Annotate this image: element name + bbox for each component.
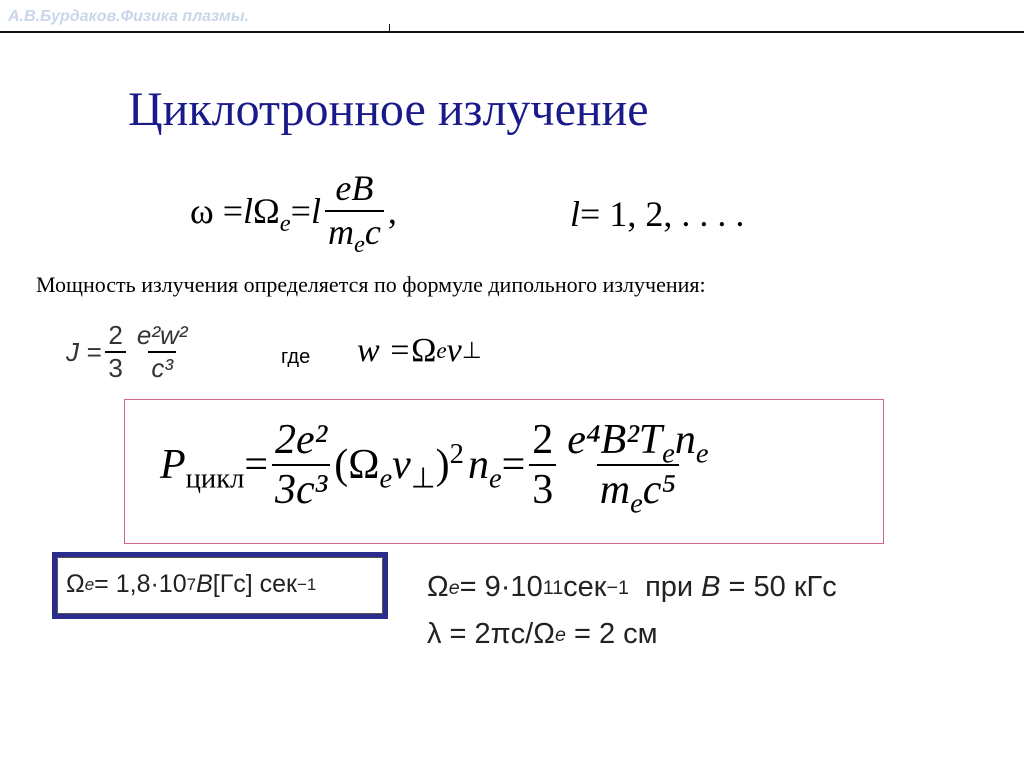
comma: , (387, 190, 397, 231)
power-symbol: $P_{цикл}$ (160, 442, 245, 495)
density-ne: $n_e$ (467, 442, 502, 495)
omega-value-at-50kGs: Ω e = 9·10 11 сек −1 при B = 50 кГс (427, 571, 837, 603)
two-thirds-fraction: $\frac{2}{3}$ (105, 322, 125, 383)
denominator: $m_ec$ (325, 210, 384, 252)
fraction-eB-over-mec (325, 168, 384, 258)
omega-v-squared: $(\Omega_ev_\perp)^2$ (334, 439, 464, 495)
power-two-thirds-fraction: $\frac{2}{3}$ (529, 418, 556, 512)
frequency-formula (190, 168, 397, 258)
power-main-fraction: $\frac{e^4B^2T_en_e}{m_ec^5}$ (567, 417, 709, 520)
slide-title: Циклотронное излучение (128, 83, 649, 136)
numerator: eB (335, 168, 374, 208)
cyclotron-frequency-numeric: Ω e = 1,8·10 7 B [Гс] сек −1 (66, 570, 317, 598)
omega-symbol: ω = (190, 190, 243, 231)
presentation-header: А.В.Бурдаков.Физика плазмы. (8, 8, 249, 25)
where-label: где (281, 346, 311, 368)
dipole-power-text: Мощность излучения определяется по формуле дипольного излучения: (36, 272, 706, 297)
dipole-power-formula: J = $\frac{2}{3}$ $\frac{\text{e²w²}}{\text{c³}}$ (66, 322, 194, 383)
cyclotron-omega: $\Omega_e$ (253, 190, 291, 237)
harmonic-l: l (243, 190, 254, 231)
equals-sign: = (290, 190, 311, 231)
2e2-over-3c3-fraction: $\frac{\text{2e²}}{\text{3c³}}$ (272, 418, 330, 512)
wavelength-value: λ = 2πc/Ω e = 2 см (427, 618, 658, 650)
header-divider (0, 31, 1024, 33)
harmonic-l-2: l (310, 190, 321, 231)
harmonic-values: l = 1, 2, . . . . (570, 194, 745, 234)
e2w2-over-c3-fraction: $\frac{\text{e²w²}}{\text{c³}}$ (136, 320, 188, 384)
acceleration-formula: w = Ω e v ⊥ (357, 332, 482, 369)
cyclotron-power-formula: $P_{цикл}$ = $\frac{\text{2e²}}{\text{3c³}}$ $(\Omega_ev_\perp)^2$ $n_e$ = $\frac{2}{3}$ $\frac{e^4B^2T_en_e}{m_ec^5}$ (160, 418, 716, 512)
